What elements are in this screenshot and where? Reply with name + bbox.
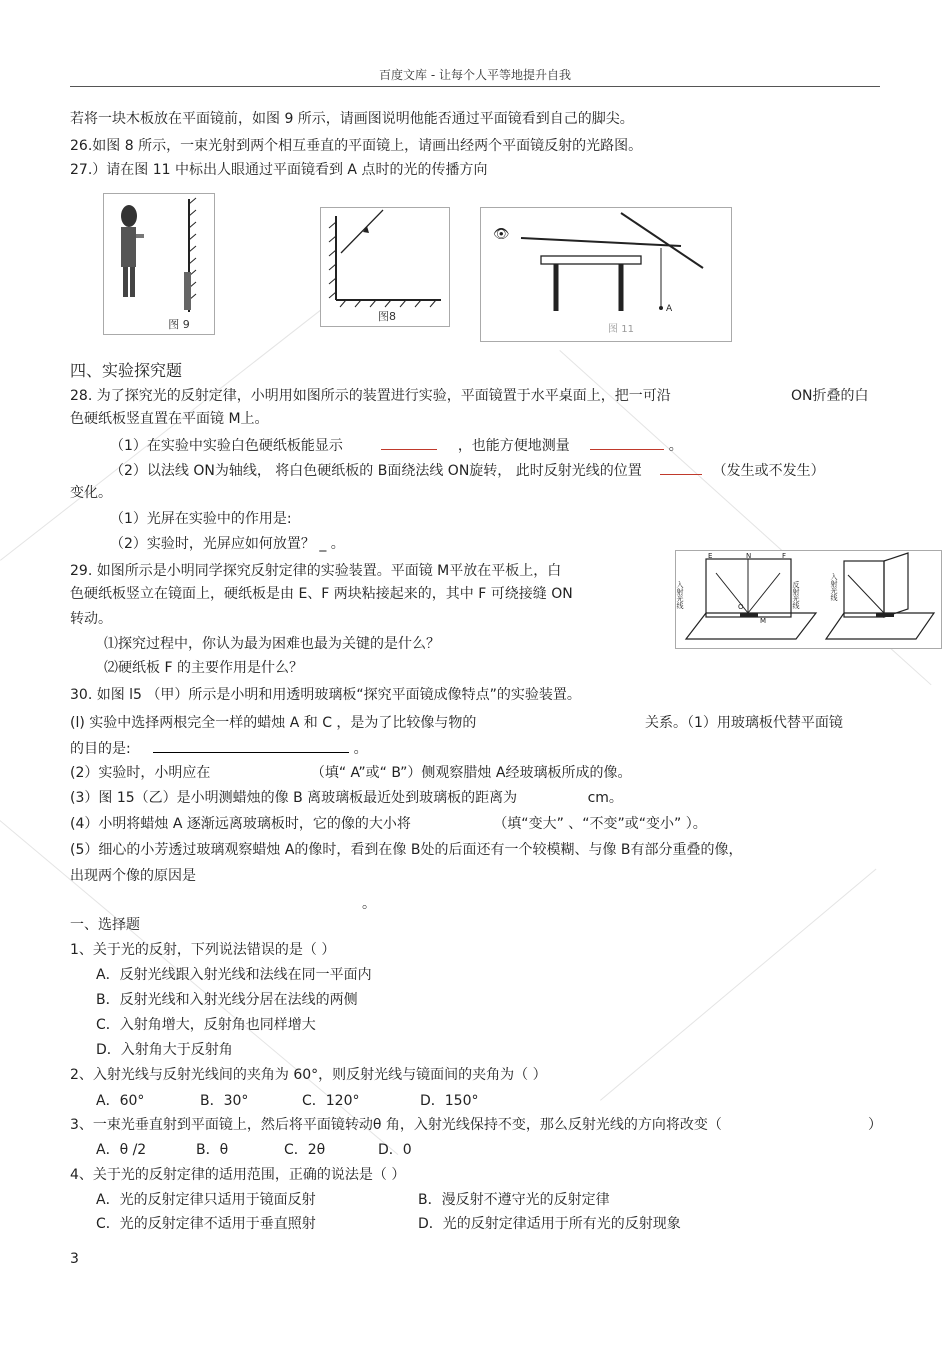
q28-part-2-b: （发生或不发生） xyxy=(712,463,825,479)
q28-blank-1[interactable] xyxy=(381,435,437,450)
mc1-option-c[interactable]: C．入射角增大，反射角也同样增大 xyxy=(96,1017,316,1033)
mc1-option-b[interactable]: B．反射光线和入射光线分居在法线的两侧 xyxy=(96,992,358,1008)
mc4-option-a[interactable]: A．光的反射定律只适用于镜面反射 xyxy=(96,1192,316,1208)
q30-line-5-a: (3）图 15（乙）是小明测蜡烛的像 B 离玻璃板最近处到玻璃板的距离为 xyxy=(70,790,518,806)
q30-line-6-a: (4）小明将蜡烛 A 逐渐远离玻璃板时，它的像的大小将 xyxy=(70,816,411,832)
q29-line-3: 转动。 xyxy=(70,611,112,627)
q29-line-1: 29. 如图所示是小明同学探究反射定律的实验装置。平面镜 M平放在平板上，白 xyxy=(70,563,562,579)
mc2-option-a[interactable]: A．60° xyxy=(96,1093,145,1109)
q30-line-3-b: 。 xyxy=(353,741,368,757)
header-rule xyxy=(70,86,880,87)
label-m: M xyxy=(760,617,767,625)
mc2-option-c[interactable]: C．120° xyxy=(302,1093,360,1109)
q28-part-2 xyxy=(110,460,825,480)
q30-line-9: 。 xyxy=(362,896,376,912)
q30-line-6 xyxy=(70,815,707,833)
point-a-label: A xyxy=(666,304,673,314)
section-1-title: 一、选择题 xyxy=(70,917,140,933)
q28-part-3: （1）光屏在实验中的作用是: xyxy=(110,511,292,527)
q28-stem-2: 色硬纸板竖直置在平面镜 M上。 xyxy=(70,411,269,427)
mc1-option-d[interactable]: D．入射角大于反射角 xyxy=(96,1042,233,1058)
label-incident-ray: 入射光线 xyxy=(676,581,684,609)
mc4-stem: 4、关于光的反射定律的适用范围，正确的说法是（ ） xyxy=(70,1167,406,1183)
mc3-stem: 3、一束光垂直射到平面镜上，然后将平面镜转动θ 角，入射光线保持不变，那么反射光线的方向将改变（ xyxy=(70,1117,722,1133)
mc1-stem: 1、关于光的反射，下列说法错误的是（ ） xyxy=(70,942,336,958)
page-number: 3 xyxy=(70,1251,79,1267)
q29-line-4: ⑴探究过程中，你认为最为困难也最为关键的是什么？ xyxy=(104,636,440,652)
mc2-option-b[interactable]: B．30° xyxy=(200,1093,249,1109)
page-header: 百度文库 - 让每个人平等地提升自我 xyxy=(379,68,571,82)
q28-part-1-c: 。 xyxy=(668,438,683,454)
figure-11-caption: 图 11 xyxy=(608,324,634,335)
label-o: O xyxy=(738,603,744,611)
q30-line-5-b: cm。 xyxy=(587,790,623,806)
label-incident-ray-right: 入射光线 xyxy=(830,573,838,601)
q30-line-3 xyxy=(70,738,368,758)
q30-line-4-b: （填“ A”或“ B”）侧观察腊烛 A经玻璃板所成的像。 xyxy=(310,765,632,781)
mc4-option-d[interactable]: D．光的反射定律适用于所有光的反射现象 xyxy=(418,1216,681,1232)
figure-reflection-apparatus xyxy=(675,550,942,649)
mc2-option-d[interactable]: D．150° xyxy=(420,1093,479,1109)
q29-line-5: ⑵硬纸板 F 的主要作用是什么？ xyxy=(104,660,303,676)
mc4-option-c[interactable]: C．光的反射定律不适用于垂直照射 xyxy=(96,1216,316,1232)
watermark-line xyxy=(600,869,876,1101)
figure-9 xyxy=(103,193,215,335)
apparatus-drawing xyxy=(676,551,941,648)
q30-line-3-a: 的目的是: xyxy=(70,741,131,757)
mc3-option-b[interactable]: B．θ xyxy=(196,1142,229,1158)
q30-line-8: 出现两个像的原因是 xyxy=(70,868,196,884)
figure-9-caption: 图 9 xyxy=(168,318,190,331)
q30-line-5 xyxy=(70,789,623,807)
figure-8-drawing xyxy=(321,208,449,326)
figure-8 xyxy=(320,207,450,327)
q28-blank-3[interactable] xyxy=(660,460,702,475)
label-reflected-ray: 反射光线 xyxy=(792,581,800,609)
mc4-option-b[interactable]: B．漫反射不遵守光的反射定律 xyxy=(418,1192,610,1208)
q30-line-4-a: (2）实验时，小明应在 xyxy=(70,765,211,781)
q28-part-1 xyxy=(110,435,683,455)
q28-blank-2[interactable] xyxy=(590,435,664,450)
line-q26: 26.如图 8 所示，一束光射到两个相互垂直的平面镜上，请画出经两个平面镜反射的光路图。 xyxy=(70,138,643,154)
mc3-close: ） xyxy=(868,1117,882,1133)
q28-stem-1: 28. 为了探究光的反射定律，小明用如图所示的装置进行实验，平面镜置于水平桌面上，把一可沿 xyxy=(70,388,671,404)
eye-icon: 👁 xyxy=(493,227,510,242)
line-q27: 27.）请在图 11 中标出人眼通过平面镜看到 A 点时的光的传播方向 xyxy=(70,162,488,178)
q28-part-4: （2）实验时，光屏应如何放置？ _ 。 xyxy=(110,536,345,552)
q30-line-6-b: （填“变大” 、“不变”或“变小” ）。 xyxy=(493,816,707,832)
q29-line-2: 色硬纸板竖立在镜面上，硬纸板是由 E、F 两块粘接起来的，其中 F 可绕接缝 ON xyxy=(70,586,573,602)
mc3-option-d[interactable]: D．0 xyxy=(378,1142,412,1158)
line-q25-tail: 若将一块木板放在平面镜前，如图 9 所示，请画图说明他能否通过平面镜看到自己的脚尖。 xyxy=(70,111,634,127)
label-e: E xyxy=(708,552,713,560)
q30-line-2b: 关系。（1）用玻璃板代替平面镜 xyxy=(645,715,843,731)
q30-line-2: (l) 实验中选择两根完全一样的蜡烛 A 和 C ，是为了比较像与物的 xyxy=(70,715,477,731)
mc3-option-c[interactable]: C．2θ xyxy=(284,1142,326,1158)
figure-9-drawing xyxy=(104,194,214,334)
q28-part-2-c: 变化。 xyxy=(70,485,112,501)
q30-line-4 xyxy=(70,764,631,782)
label-f: F xyxy=(782,552,787,560)
figure-8-caption: 图8 xyxy=(378,310,396,323)
q30-line-1: 30. 如图 l5 （甲）所示是小明和用透明玻璃板“探究平面镜成像特点”的实验装置。 xyxy=(70,687,581,703)
figure-11-drawing xyxy=(481,208,731,341)
q28-part-2-a: （2）以法线 ON为轴线， 将白色硬纸板的 B面绕法线 ON旋转， 此时反射光线的位置 xyxy=(110,463,642,479)
figure-11 xyxy=(480,207,732,342)
q30-line-7: (5）细心的小芳透过玻璃观察蜡烛 A的像时，看到在像 B处的后面还有一个较模糊、与像 B有部分重叠的像， xyxy=(70,842,743,858)
mc2-stem: 2、入射光线与反射光线间的夹角为 60°，则反射光线与镜面间的夹角为（ ） xyxy=(70,1067,547,1083)
mc1-option-a[interactable]: A．反射光线跟入射光线和法线在同一平面内 xyxy=(96,967,372,983)
mc3-option-a[interactable]: A．θ /2 xyxy=(96,1142,147,1158)
q28-part-1-b: ，也能方便地测量 xyxy=(457,438,570,454)
q28-part-1-a: （1）在实验中实验白色硬纸板能显示 xyxy=(110,438,343,454)
q28-stem-1b: ON折叠的白 xyxy=(791,388,869,404)
q30-blank-purpose[interactable] xyxy=(153,738,349,753)
section-4-title: 四、实验探究题 xyxy=(70,361,183,380)
label-n: N xyxy=(746,552,752,560)
